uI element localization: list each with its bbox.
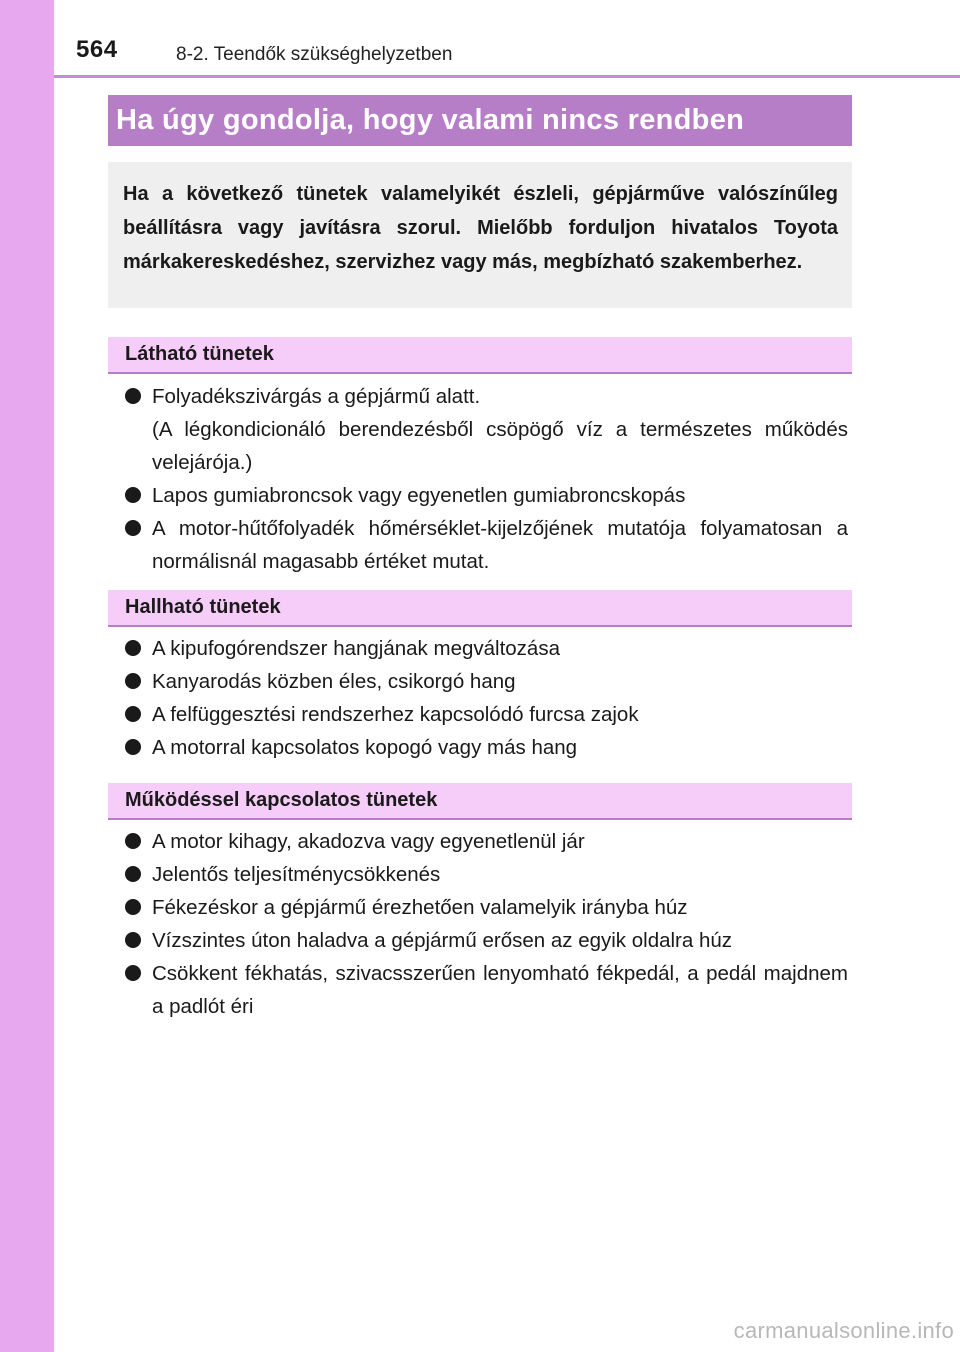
list-item — [124, 380, 848, 479]
list-item — [124, 665, 848, 698]
list-item-text: Kanyarodás közben éles, csikorgó hang — [152, 670, 516, 693]
section-heading-operational: Működéssel kapcsolatos tünetek — [108, 783, 852, 820]
bullet-icon — [125, 706, 141, 722]
bullet-icon — [125, 487, 141, 503]
list-item — [124, 957, 848, 1023]
list-item — [124, 891, 848, 924]
list-item-text: A motor kihagy, akadozva vagy egyenetlenül jár — [152, 830, 585, 853]
intro-text: Ha a következő tünetek valamelyikét észleli, gépjárműve valószínűleg beállításra vagy javításra szorul. Mielőbb forduljon hivatalos Toyota márkakereskedéshez, szervizhez vagy más, megbízható szakemberhez. — [108, 162, 852, 308]
list-item — [124, 698, 848, 731]
list-item — [124, 479, 848, 512]
list-item-text: A motorral kapcsolatos kopogó vagy más hang — [152, 736, 578, 759]
bullet-icon — [125, 640, 141, 656]
bullet-icon — [125, 899, 141, 915]
section-heading-audible: Hallható tünetek — [108, 590, 852, 627]
list-item-text: Csökkent fékhatás, szivacsszerűen lenyomható fékpedál, a pedál majdnem a padlót éri — [152, 962, 848, 1018]
bullet-icon — [125, 520, 141, 536]
list-item-text: Vízszintes úton haladva a gépjármű erősen az egyik oldalra húz — [152, 929, 733, 952]
list-item-text: Fékezéskor a gépjármű érezhetően valamelyik irányba húz — [152, 896, 688, 919]
list-item — [124, 924, 848, 957]
operational-symptoms-list — [124, 825, 848, 1023]
list-item-note: (A légkondicionáló berendezésből csöpögő víz a természetes működés velejárója.) — [152, 418, 848, 474]
list-item-text: A motor-hűtőfolyadék hőmérséklet-kijelzőjének mutatója folyamatosan a normálisnál magasabb értéket mutat. — [152, 517, 848, 573]
list-item-text: Lapos gumiabroncsok vagy egyenetlen gumiabroncskopás — [152, 484, 686, 507]
bullet-icon — [125, 932, 141, 948]
chapter-side-strip — [0, 0, 54, 1352]
bullet-icon — [125, 739, 141, 755]
bullet-icon — [125, 965, 141, 981]
page-title: Ha úgy gondolja, hogy valami nincs rendben — [108, 95, 852, 146]
list-item — [124, 632, 848, 665]
list-item — [124, 825, 848, 858]
visible-symptoms-list — [124, 380, 848, 578]
list-item-text: A felfüggesztési rendszerhez kapcsolódó furcsa zajok — [152, 703, 639, 726]
list-item-text: Jelentős teljesítménycsökkenés — [152, 863, 441, 886]
bullet-icon — [125, 833, 141, 849]
list-item — [124, 731, 848, 764]
bullet-icon — [125, 866, 141, 882]
bullet-icon — [125, 388, 141, 404]
bullet-icon — [125, 673, 141, 689]
watermark: carmanualsonline.info — [733, 1318, 954, 1343]
header-divider — [54, 75, 960, 78]
list-item — [124, 512, 848, 578]
audible-symptoms-list — [124, 632, 848, 764]
page-number: 564 — [76, 36, 118, 63]
list-item — [124, 858, 848, 891]
section-heading-visible: Látható tünetek — [108, 337, 852, 374]
list-item-text: Folyadékszivárgás a gépjármű alatt. — [152, 385, 481, 408]
chapter-title: 8-2. Teendők szükséghelyzetben — [176, 44, 453, 65]
list-item-text: A kipufogórendszer hangjának megváltozása — [152, 637, 560, 660]
